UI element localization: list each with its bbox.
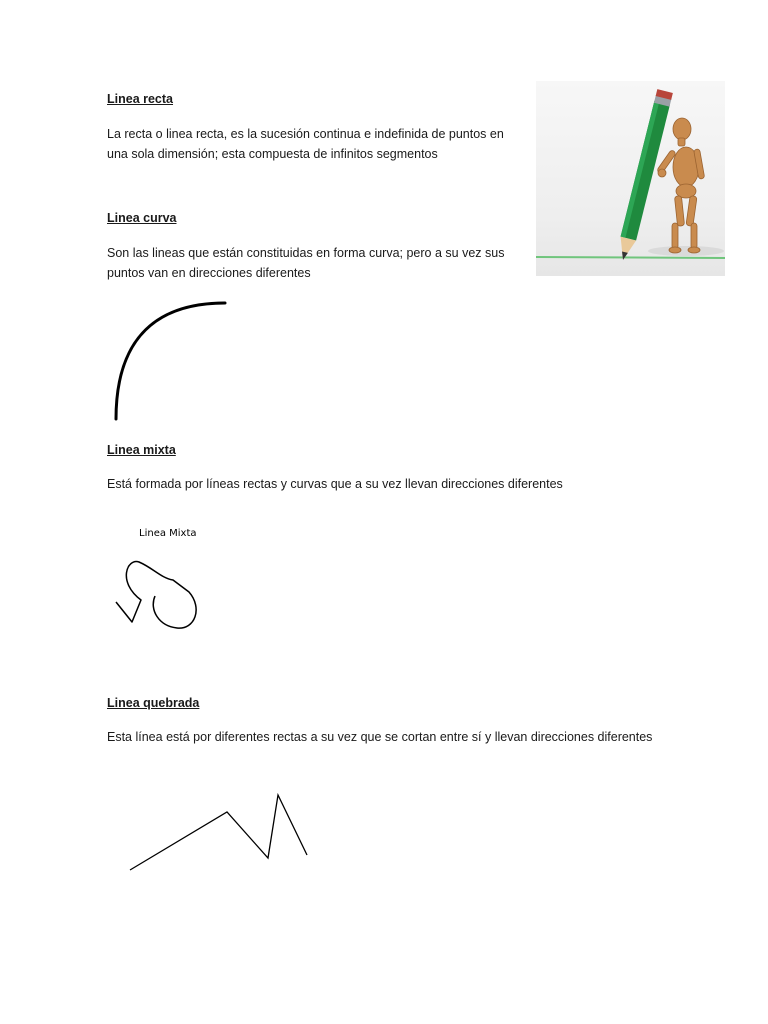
- paragraph-linea-curva-line1: Son las lineas que están constituidas en forma curva; pero a su vez sus: [107, 246, 505, 260]
- heading-linea-mixta: Linea mixta: [107, 443, 176, 457]
- mixed-line-figure: [105, 520, 235, 640]
- mixed-line-label: Linea Mixta: [139, 528, 197, 539]
- paragraph-linea-quebrada: Esta línea está por diferentes rectas a su vez que se cortan entre sí y llevan direcciones diferentes: [107, 730, 653, 744]
- heading-linea-curva: Linea curva: [107, 211, 177, 225]
- curved-line-figure: [100, 295, 240, 425]
- pencil-mannequin-photo: [536, 81, 725, 276]
- broken-line-figure: [120, 785, 320, 880]
- heading-linea-recta: Linea recta: [107, 92, 174, 106]
- paragraph-linea-recta-line1: La recta o linea recta, es la sucesión continua e indefinida de puntos en: [107, 127, 504, 141]
- paragraph-linea-recta-line2: una sola dimensión; esta compuesta de infinitos segmentos: [107, 147, 438, 161]
- heading-linea-quebrada: Linea quebrada: [107, 696, 200, 710]
- paragraph-linea-mixta: Está formada por líneas rectas y curvas que a su vez llevan direcciones diferentes: [107, 477, 563, 491]
- paragraph-linea-curva-line2: puntos van en direcciones diferentes: [107, 266, 311, 280]
- paragraph-linea-curva: [107, 243, 504, 283]
- paragraph-linea-recta: [107, 124, 504, 164]
